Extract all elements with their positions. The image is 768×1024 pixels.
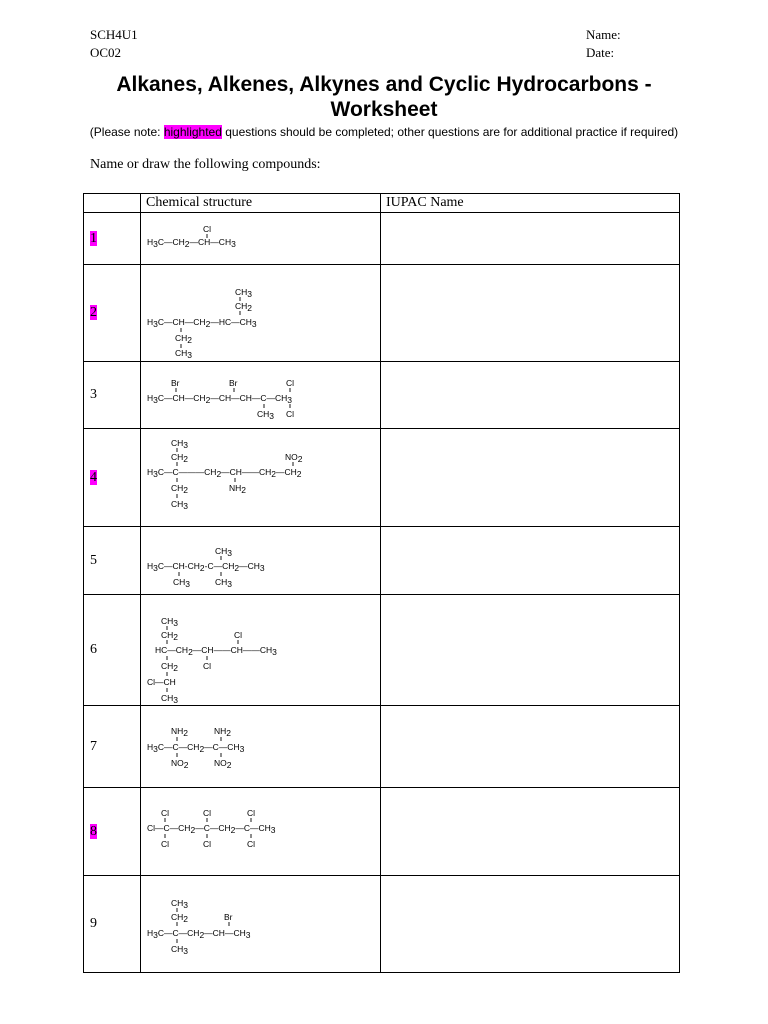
page-title (0, 72, 768, 122)
table-row (84, 706, 680, 788)
header-number-cell (84, 194, 141, 213)
svg-text:CH3: CH3 (161, 615, 179, 628)
header-chemical-structure: Chemical structure (141, 194, 381, 213)
note-text-after: questions should be completed; other questions are for additional practice if required) (221, 125, 679, 139)
svg-text:H3C—CH—CH2—HC—CH3: H3C—CH—CH2—HC—CH3 (147, 316, 257, 329)
svg-text:Cl: Cl (161, 838, 170, 849)
svg-text:Cl: Cl (203, 838, 212, 849)
svg-text:CH3: CH3 (175, 347, 193, 360)
chemical-structure-cell (141, 527, 381, 595)
iupac-answer-cell[interactable] (381, 429, 680, 527)
note-highlighted-word: highlighted (163, 125, 222, 139)
svg-text:CH3: CH3 (171, 437, 189, 450)
svg-text:H3C—C—CH2—C—CH3: H3C—C—CH2—C—CH3 (147, 741, 245, 754)
header-iupac-name: IUPAC Name (381, 194, 680, 213)
svg-text:Cl: Cl (247, 807, 256, 818)
iupac-answer-cell[interactable] (381, 362, 680, 429)
title-line-1: Alkanes, Alkenes, Alkynes and Cyclic Hydrocarbons - (116, 73, 652, 96)
svg-text:CH3: CH3 (257, 408, 275, 421)
svg-text:CH2: CH2 (235, 300, 253, 313)
course-info (90, 26, 138, 62)
chemical-structure-cell (141, 876, 381, 973)
unit-code: OC02 (90, 45, 122, 60)
svg-text:Cl: Cl (286, 408, 295, 419)
table-row (84, 362, 680, 429)
svg-text:Cl: Cl (203, 660, 212, 671)
iupac-answer-cell[interactable] (381, 527, 680, 595)
iupac-answer-cell[interactable] (381, 213, 680, 265)
svg-text:CH2: CH2 (171, 911, 189, 924)
question-number: 5 (90, 552, 97, 568)
note-text-before: (Please note: (89, 125, 164, 139)
svg-text:CH3: CH3 (173, 576, 191, 589)
svg-text:H3C—C———CH2—CH——CH2—CH2: H3C—C———CH2—CH——CH2—CH2 (147, 466, 302, 479)
question-number-cell (84, 362, 141, 429)
table-row (84, 876, 680, 973)
svg-text:CH3: CH3 (235, 286, 253, 299)
title-line-2: Worksheet (330, 98, 438, 121)
structure-1-diagram (141, 214, 379, 264)
svg-text:H3C—CH-CH2-C—CH2—CH3: H3C—CH-CH2-C—CH2—CH3 (147, 560, 265, 573)
structure-2-diagram (141, 266, 379, 361)
question-number: 9 (90, 916, 97, 931)
question-number-cell (84, 265, 141, 362)
svg-text:Cl: Cl (234, 629, 243, 640)
table-row (84, 595, 680, 706)
structure-6-diagram (141, 596, 379, 705)
structure-4-diagram (141, 430, 379, 526)
table-row (84, 265, 680, 362)
svg-text:NO2: NO2 (171, 757, 189, 770)
chemical-structure-cell (141, 429, 381, 527)
worksheet-instruction: Name or draw the following compounds: (90, 157, 321, 172)
svg-text:H3C—CH2—CH—CH3: H3C—CH2—CH—CH3 (147, 236, 236, 249)
question-number-cell (84, 527, 141, 595)
course-code: SCH4U1 (90, 27, 138, 42)
question-number: 7 (90, 738, 97, 754)
svg-text:CH3: CH3 (161, 692, 179, 705)
svg-text:Cl—C—CH2—C—CH2—C—CH3: Cl—C—CH2—C—CH2—C—CH3 (147, 822, 276, 835)
svg-text:NH2: NH2 (171, 725, 189, 738)
svg-text:Cl: Cl (161, 807, 170, 818)
question-number: 3 (90, 387, 97, 402)
question-number-cell (84, 213, 141, 265)
svg-text:HC—CH2—CH——CH——CH3: HC—CH2—CH——CH——CH3 (155, 644, 277, 657)
chemical-structure-cell (141, 595, 381, 706)
svg-text:CH3: CH3 (171, 943, 189, 956)
table-row (84, 527, 680, 595)
svg-text:H3C—CH—CH2—CH—CH—C—CH3: H3C—CH—CH2—CH—CH—C—CH3 (147, 392, 293, 405)
svg-text:CH3: CH3 (171, 897, 189, 910)
svg-text:CH2: CH2 (161, 629, 179, 642)
structure-7-diagram (141, 707, 379, 787)
svg-text:Cl: Cl (286, 377, 295, 388)
question-number-cell (84, 595, 141, 706)
svg-text:CH3: CH3 (171, 498, 189, 511)
question-number: 6 (90, 642, 97, 657)
svg-text:Cl: Cl (203, 223, 212, 234)
svg-text:Cl—CH: Cl—CH (147, 676, 176, 687)
question-number-cell (84, 876, 141, 973)
table-header-row (84, 194, 680, 213)
iupac-answer-cell[interactable] (381, 265, 680, 362)
iupac-answer-cell[interactable] (381, 876, 680, 973)
table-row (84, 788, 680, 876)
name-label: Name: (586, 27, 621, 42)
chemical-structure-cell (141, 265, 381, 362)
svg-text:Br: Br (229, 377, 238, 388)
question-number: 2 (90, 305, 97, 320)
svg-text:H3C—C—CH2—CH—CH3: H3C—C—CH2—CH—CH3 (147, 927, 251, 940)
question-number-cell (84, 788, 141, 876)
question-number-cell (84, 429, 141, 527)
svg-text:CH2: CH2 (161, 660, 179, 673)
compounds-table (83, 193, 680, 973)
iupac-answer-cell[interactable] (381, 595, 680, 706)
table-row (84, 213, 680, 265)
chemical-structure-cell (141, 706, 381, 788)
question-number: 1 (90, 230, 97, 246)
question-number-cell (84, 706, 141, 788)
iupac-answer-cell[interactable] (381, 788, 680, 876)
chemical-structure-cell (141, 788, 381, 876)
date-label: Date: (586, 45, 615, 60)
question-number: 8 (90, 823, 97, 839)
chemical-structure-cell (141, 362, 381, 429)
svg-text:CH2: CH2 (175, 332, 193, 345)
student-fields (586, 26, 621, 62)
table-row (84, 429, 680, 527)
chemical-structure-cell (141, 213, 381, 265)
svg-text:Br: Br (224, 911, 233, 922)
iupac-answer-cell[interactable] (381, 706, 680, 788)
instructions-note (60, 125, 708, 140)
structure-3-diagram (141, 363, 379, 428)
structure-9-diagram (141, 877, 379, 972)
svg-text:Cl: Cl (203, 807, 212, 818)
svg-text:NH2: NH2 (229, 482, 247, 495)
structure-5-diagram (141, 528, 379, 594)
svg-text:CH2: CH2 (171, 482, 189, 495)
svg-text:NH2: NH2 (214, 725, 232, 738)
svg-text:Cl: Cl (247, 838, 256, 849)
svg-text:NO2: NO2 (214, 757, 232, 770)
svg-text:CH3: CH3 (215, 545, 233, 558)
structure-8-diagram (141, 789, 379, 875)
svg-text:NO2: NO2 (285, 451, 303, 464)
svg-text:Br: Br (171, 377, 180, 388)
svg-text:CH3: CH3 (215, 576, 233, 589)
question-number: 4 (90, 469, 97, 485)
svg-text:CH2: CH2 (171, 451, 189, 464)
